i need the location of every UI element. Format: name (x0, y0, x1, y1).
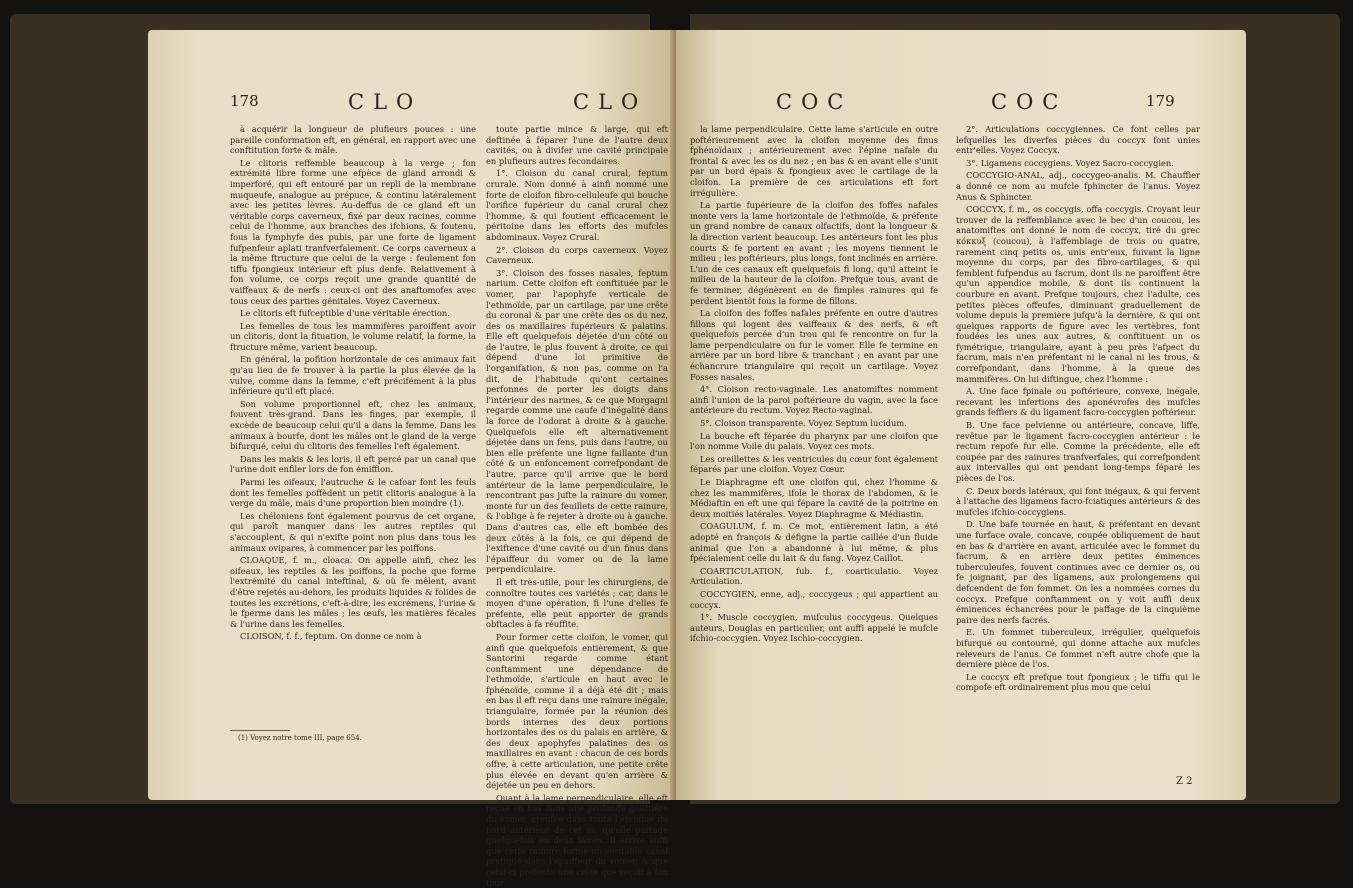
paragraph: E. Un fommet tuberculeux, irrégulier, quelquefois bifurqué ou contourné, qui donne attache aux mufcles releveurs de l'anus. Ce fommet n'eft autre chofe que la dernière pièce de l'os. (956, 627, 1200, 670)
paragraph: 2°. Cloison du corps caverneux. Voyez Caverneux. (486, 244, 668, 266)
paragraph: Quant à la lame perpendiculaire, elle eft reçue en bas dans une profonde gouttière du vomer, creufée dans toute l'étendue du bord antérieur de cet os, qu'elle partage quelquefois en deux lames. Il arrive auffi que cette rainure forme un véritable canal pratiqué dans l'épaiffeur du vomer, & que celui-ci préfente une crête que reçoit à fon tour (486, 792, 668, 888)
paragraph: COCCYGIO-ANAL, adj., coccygeo-analis. M. Chauffier a donné ce nom au mufcle fphincter de l'anus. Voyez Anus & Sphincter. (956, 170, 1200, 202)
paragraph: 2°. Articulations coccygiennes. Ce font celles par lefquelles les diverfes pièces du coccyx font unies entr'elles. Voyez Coccyx. (956, 124, 1200, 156)
left-page (148, 30, 676, 888)
text-column-1 (690, 124, 938, 774)
paragraph: La bouche eft féparée du pharynx par une cloifon que l'on nomme Voile du palais. Voyez ces mots. (690, 430, 938, 452)
paragraph: Son volume proportionnel eft, chez les animaux, fouvent très-grand. Dans les finges, par exemple, il excède de beaucoup celui qu'il a dans la femme. Dans les animaux à bourfe, dont les mâles ont le gland de la verge bifurqué, celui du clitoris des femelles l'eft également. (230, 398, 476, 452)
paragraph: 5°. Cloison transparente. Voyez Septum lucidum. (700, 418, 907, 429)
page-number: 179 (1146, 92, 1175, 110)
paragraph: Le clitoris eft fufceptible d'une véritable érection. (240, 308, 450, 319)
paragraph: Les femelles de tous les mammifères paroiffent avoir un clitoris, dont la fituation, le volume relatif, la forme, la ftructure même, varient beaucoup. (230, 320, 476, 352)
paragraph: A. Une face fpinale ou poftérieure, convexe, inégale, recevant les infertions des aponévrofes des mufcles grands feffiers & du ligament facro-coccygien poftérieur. (956, 386, 1200, 418)
paragraph: C. Deux bords latéraux, qui font inégaux, & qui fervent à l'attache des ligamens facro-fciatiques antérieurs & des mufcles ifchio-coccygiens. (956, 485, 1200, 517)
running-head: COC (776, 90, 853, 114)
paragraph: La partie fupérieure de la cloifon des foffes nafales monte vers la lame horizontale de l'ethmoïde, & préfente un grand nombre de canaux olfactifs, dont la longueur & la direction varient beaucoup. Les antérieurs font les plus courts & fe portent en avant ; les moyens tiennent le milieu ; les poftérieurs, plus longs, font inclinés en arrière. L'un de ces canaux eft quelquefois fi long, qu'il atteint le milieu de la hauteur de la cloifon. Prefque tous, avant de fe terminer, dégénèrent en de fimples rainures qui fe perdent bientôt fous la forme de fillons. (690, 200, 938, 306)
paragraph: Les chéloniens font également pourvus de cet organe, qui paroît manquer dans les autres reptiles qui s'accouplent, & qui n'exifte point non plus dans tous les animaux ovipares, à commencer par les poiffons. (230, 510, 476, 553)
running-head: CLO (348, 90, 423, 114)
footnote-rule (230, 730, 290, 731)
paragraph: Les oreillettes & les ventricules du cœur font également féparés par une cloifon. Voyez Cœur. (690, 453, 939, 475)
page-number: 178 (230, 92, 259, 110)
footnote: (1) Voyez notre tome III, page 654. (238, 734, 362, 742)
text-column-1 (230, 124, 476, 724)
paragraph: Le Diaphragme eft une cloifon qui, chez l'homme & chez les mammifères, ifole le thorax de l'abdomen, & le Médiaftin en eft une qui fépare la cavité de la poitrine en deux moitiés latérales. Voyez Diaphragme & Médiastin. (690, 477, 938, 519)
text-column-2 (956, 124, 1200, 774)
paragraph: Le clitoris reffemble beaucoup à la verge ; fon extrémité libre forme une efpèce de gland arrondi & imperforé, qui eft entouré par un repli de la membrane muqueufe, analogue au prépuce, & continu latéralement avec les petites lèvres. Au-deffus de ce gland eft un véritable corps caverneux, fixé par deux racines, comme celui de l'homme, aux branches des ifchions, & foutenu, fous la fymphyfe des pubis, par une forte de ligament fufpenfeur aplati tranfverfalement. Ce corps caverneux a la même ftructure que celui de la verge : feulement fon tiffu fpongieux intérieur eft plus denfe. Relativement à fon volume, ce corps reçoit une grande quantité de vaiffeaux & de nerfs : ceux-ci ont des anaftomofes avec tous ceux des parties génitales. Voyez Caverneux. (230, 157, 476, 306)
paragraph: Dans les makis & les loris, il eft percé par un canal que l'urine doit enfiler lors de fon émiffion. (230, 453, 476, 475)
running-head: CLO (573, 90, 648, 114)
paragraph: COAGULUM, f. m. Ce mot, entièrement latin, a été adopté en françois & défigne la partie caillée d'un fluide animal que l'on a abandonné à lui même, & plus fpécialement celle du lait & du fang. Voyez Caillot. (690, 521, 938, 564)
paragraph: D. Une bafe tournée en haut, & préfentant en devant une furface ovale, concave, coupée obliquement de haut en bas & d'arrière en avant, articulée avec le fommet du facrum, & en arrière deux petites éminences tuberculeufes, fouvent continues avec ce dernier os, ou fe joignant, par des ligamens, aux prolongemens qui defcendent de fon fommet. On les a nommées cornes du coccyx. Prefque conftamment on y voit auffi deux éminences échancrées pour le paffage de la cinquième paire des nerfs facrés. (956, 519, 1200, 625)
paragraph: 3°. Ligamens coccygiens. Voyez Sacro-coccygien. (966, 157, 1174, 168)
paragraph: Il eft très-utile, pour les chirurgiens, de connoître toutes ces variétés ; car, dans le moyen d'une opération, fi l'une d'elles fe préfente, elle peut apporter de grands obftacles à fa réuffite. (486, 576, 668, 630)
paragraph: Pour former cette cloifon, le vomer, qui ainfi que quelquefois entièrement, & que Santorini regarde comme étant conftamment une dépendance de l'ethmoïde, s'articule en haut avec le fphénoïde, comme il a déjà été dit ; mais en bas il eft reçu dans une rainure inégale, triangulaire, formée par la réunion des bords internes des deux portions horizontales des os du palais en arrière, & des deux apophyfes palatines des os maxillaires en avant : chacun de ces bords offre, à cette articulation, une petite crête plus élevée en devant qu'en arrière & déjetée un peu en dehors. (486, 631, 668, 791)
paragraph: La cloifon des foffes nafales préfente en outre d'autres fillons qui logent des vaiffeaux & des nerfs, & eft quelquefois percée d'un trou qui fe rencontre on fur la lame perpendiculaire ou fur le vomer. Elle fe termine en arrière par un bord libre & tranchant ; en avant par une échancrure triangulaire qui reçoit un cartilage. Voyez Fosses nasales. (690, 308, 938, 382)
right-page (676, 30, 1246, 800)
signature-mark: Z 2 (1176, 776, 1193, 787)
paragraph: la lame perpendiculaire. Cette lame s'articule en outre poftérieurement avec la cloifon moyenne des finus fphénoïdaux ; antérieurement avec l'épine nafale du frontal & avec les os du nez ; en bas & en avant elle s'unit par un bord épais & fpongieux avec le cartilage de la cloifon. La première de ces articulations eft fort irrégulière. (690, 124, 938, 198)
paragraph: 3°. Cloison des fosses nasales, feptum narium. Cette cloifon eft conftituée par le vomer, par l'apophyfe verticale de l'ethmoïde, par un cartilage, par une crête du coronal & par une crête des os du nez, des os maxillaires fupérieurs & palatins. Elle eft quelquefois déjetée d'un côté ou de l'autre, le plus fouvent à droite, ce qui dépend d'une loi primitive de l'organifation, & non pas, comme on l'a dit, de l'habitude qu'ont certaines perfonnes de porter les doigts dans l'intérieur des narines, & ce que Morgagni regarde comme une caufe d'inégalité dans la force de l'odorat à droite & à gauche. Quelquefois elle eft alternativement déjetée dans un fens, puis dans l'autre, ou bien elle préfente une ligne faillante d'un côté & un enfoncement correfpondant de l'autre, parce qu'il arrive que le bord antérieur de la lame perpendiculaire, le rencontrant pas jufte la rainure du vomer, monte fur un des feuillets de cette rainure, & l'oblige à fe rejeter à droite ou à gauche. Dans d'autres cas, elle eft bombée des deux côtés à la fois, ce qui dépend de l'exiftence d'une cavité ou d'un finus dans l'épaiffeur du vomer ou de la lame perpendiculaire. (486, 267, 668, 575)
paragraph: 1°. Muscle coccygien, mufculus coccygeus. Quelques auteurs, Douglas en particulier, ont auffi appelé le mufcle ifchio-coccygien. Voyez Ischio-coccygien. (690, 612, 938, 644)
running-head: COC (991, 90, 1068, 114)
paragraph: COCCYGIEN, enne, adj., coccygeus ; qui appartient au coccyx. (690, 588, 938, 610)
paragraph: à acquérir la longueur de plufieurs pouces : une pareille conformation eft, en général, en rapport avec une conftitution forte & mâle. (230, 124, 476, 156)
paragraph: Parmi les oifeaux, l'autruche & le cafoar font les feuls dont les femelles poffèdent un petit clitoris analogue à la verge du mâle, mais d'une proportion bien moindre (1). (230, 477, 476, 509)
text-column-2 (486, 124, 668, 888)
paragraph: 1°. Cloison du canal crural, feptum crurale. Nom donné à ainfi nommé une forte de cloifon fibro-celluleufe qui bouche l'orifice fupérieur du canal crural chez l'homme, & qui foutient efficacement le péritoine dans les efforts des mufcles abdominaux. Voyez Crural. (486, 168, 668, 242)
paragraph: COARTICULATION, fub. f., coarticulatio. Voyez Articulation. (690, 565, 938, 587)
paragraph: CLOAQUE, f. m., cloaca. On appelle ainfi, chez les oifeaux, les reptiles & les poiffons, la poche que forme l'extrémité du canal inteftinal, & où fe mêlent, avant d'être rejetés au-dehors, les produits liquides & folides de toutes les excrétions, c'eft-à-dire, les excrémens, l'urine & le fperme dans les mâles ; les œufs, les matières fécales & l'urine dans les femelles. (230, 555, 476, 629)
paragraph: 4°. Cloison recto-vaginale. Les anatomiftes nomment ainfi l'union de la paroi poftérieure du vagin, avec la face antérieure du rectum. Voyez Recto-vaginal. (690, 384, 938, 416)
paragraph: En général, la pofition horizontale de ces animaux fait qu'au lieu de fe trouver à la partie la plus élevée de la vulve, comme dans la femme, c'eft précifément à la plus inférieure qu'il eft placé. (230, 354, 476, 397)
paragraph: B. Une face pelvienne ou antérieure, concave, liffe, revêtue par le ligament facro-coccygien antérieur : le rectum repofe fur elle. Comme la précédente, elle eft coupée par des rainures tranfverfales, qui correfpondent aux intervalles qui ont pendant long-temps féparé les pièces de l'os. (956, 420, 1200, 483)
paragraph: Le coccyx eft prefque tout fpongieux ; le tiffu qui le compofe eft ordinairement plus mou que celui (956, 671, 1200, 693)
paragraph: toute partie mince & large, qui eft deftinée à féparer l'une de l'autre deux cavités, ou à divifer une cavité principale en plufieurs autres fecondaires. (486, 124, 668, 166)
paragraph: CLOISON, f. f., feptum. On donne ce nom à (240, 631, 422, 642)
paragraph: COCCYX, f. m., os coccygis, offa coccygis. Croyant leur trouver de la reffemblance avec le bec d'un coucou, les anatomiftes ont donné le nom de coccyx, tiré du grec κόκκυξ (coucou), à l'affemblage de trois ou quatre, rarement cinq petits os, unis entr'eux, fuivant la ligne moyenne du corps, par des fibro-cartilages, & qui femblent fufpendus au facrum, dont ils ne paroiffent être qu'un appendice mobile, & dont ils continuent la courbure en avant. Prefque toujours, chez l'adulte, ces petites pièces offeufes, diminuant graduellement de volume depuis la première jufqu'à la dernière, & qui ont quelques rapports de figure avec les vertèbres, font foudées les unes aux autres, & conftituent un os fymétrique, triangulaire, ayant à peu près l'afpect du facrum, mais n'en préfentant ni le canal ni les trous, & correfpondant, dans l'homme, à la queue des mammifères. On lui diftingue, chez l'homme : (956, 204, 1200, 384)
